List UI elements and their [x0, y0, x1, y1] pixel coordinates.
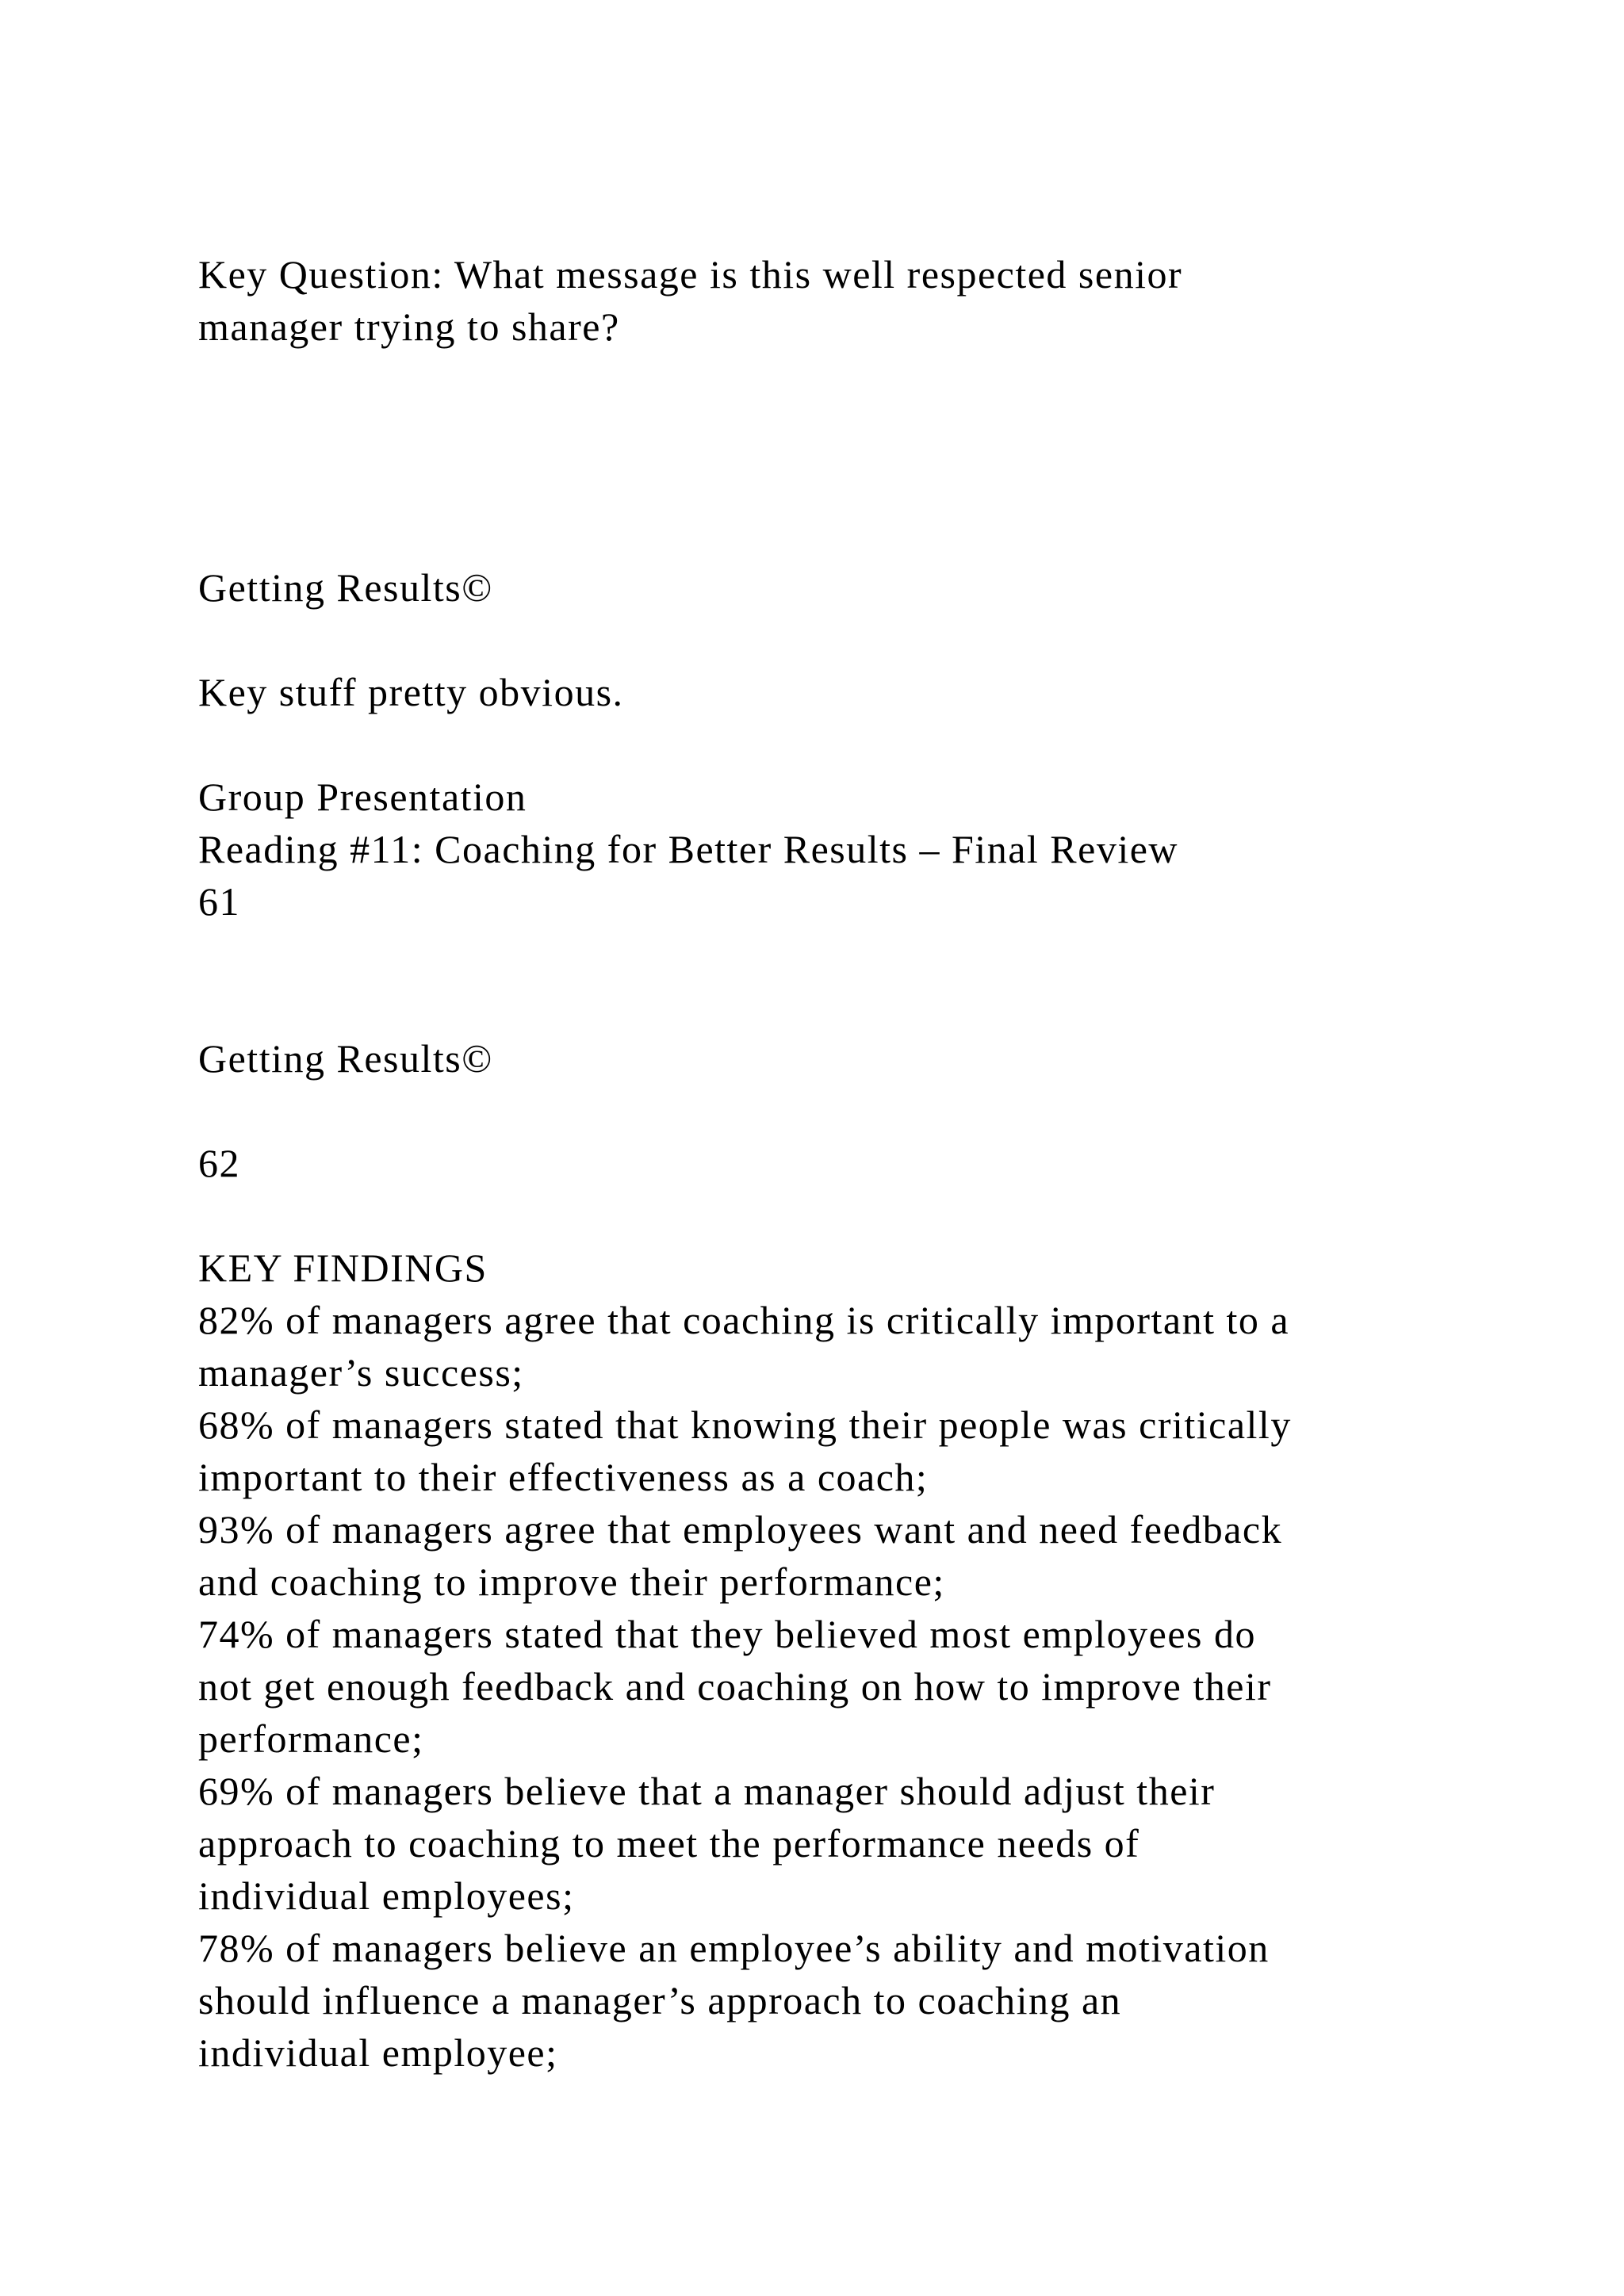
finding-line: manager’s success; [198, 1350, 524, 1395]
finding-line: and coaching to improve their performance; [198, 1559, 945, 1604]
group-presentation-label: Group Presentation [198, 775, 527, 819]
key-question-line-2: manager trying to share? [198, 304, 620, 349]
finding-line: approach to coaching to meet the performance needs of [198, 1821, 1140, 1866]
section-heading-getting-results: Getting Results© [198, 565, 493, 610]
finding-line: 82% of managers agree that coaching is critically important to a [198, 1298, 1290, 1342]
key-findings-heading: KEY FINDINGS [198, 1246, 488, 1290]
finding-line: performance; [198, 1716, 424, 1761]
finding-line: not get enough feedback and coaching on how to improve their [198, 1664, 1272, 1709]
page-number-61: 61 [198, 879, 240, 924]
finding-line: individual employee; [198, 2030, 558, 2075]
key-stuff-note: Key stuff pretty obvious. [198, 670, 624, 714]
section-heading-getting-results-2: Getting Results© [198, 1036, 493, 1081]
reading-title: Reading #11: Coaching for Better Results – Final Review [198, 827, 1179, 871]
finding-line: 69% of managers believe that a manager should adjust their [198, 1769, 1216, 1813]
finding-line: individual employees; [198, 1873, 575, 1918]
finding-line: should influence a manager’s approach to coaching an [198, 1978, 1122, 2022]
key-question-line-1: Key Question: What message is this well respected senior [198, 252, 1183, 297]
finding-line: 68% of managers stated that knowing their people was critically [198, 1402, 1292, 1447]
page-number-62: 62 [198, 1141, 240, 1185]
finding-line: 78% of managers believe an employee’s ability and motivation [198, 1926, 1270, 1970]
finding-line: important to their effectiveness as a coach; [198, 1455, 929, 1499]
finding-line: 93% of managers agree that employees want and need feedback [198, 1507, 1283, 1552]
finding-line: 74% of managers stated that they believed most employees do [198, 1612, 1256, 1656]
